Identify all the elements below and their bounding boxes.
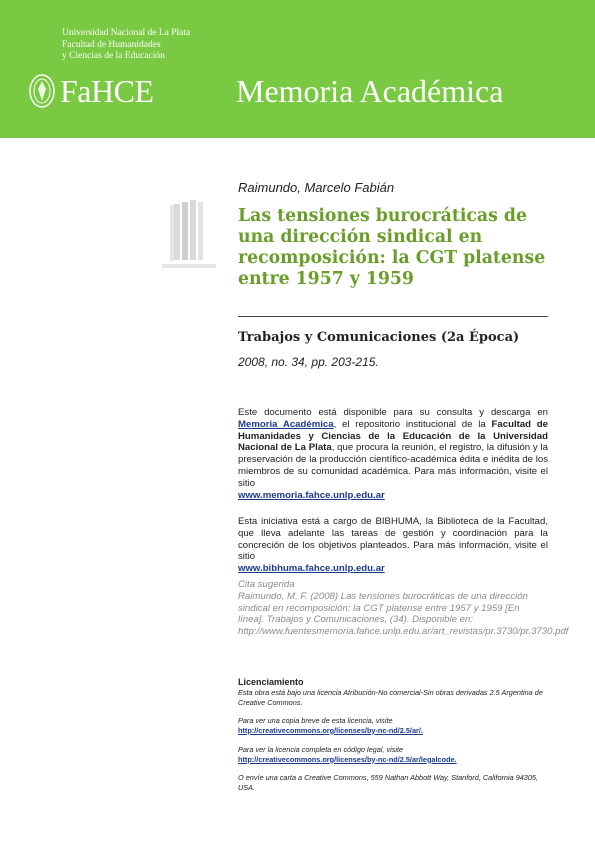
- article-title: Las tensiones burocráticas de una dirección sindical en recomposición: la CGT platense entre 1957 y 1959: [238, 206, 546, 289]
- cita-label: Cita sugerida: [238, 579, 295, 590]
- faculty-line-1: Facultad de Humanidades: [62, 39, 161, 50]
- university-line: Universidad Nacional de La Plata: [62, 28, 191, 38]
- suggested-citation: [238, 579, 569, 638]
- repository-paragraph: Este documento está disponible para su consulta y descarga en Memoria Académica, el repositorio institucional de la Facultad de Humanidades y Ciencias de la Educación de la Universidad Nacional de La Plata, que procura la reunión, el registro, la difusión y la preservación de la producción científico-académica édita e inédita de los miembros de su comunidad académica. Para más información, visite el sitio www.memoria.fahce.unlp.edu.ar: [238, 407, 548, 501]
- faculty-line-2: y Ciencias de la Educación: [62, 51, 165, 61]
- cita-text: Raimundo, M. F. (2008) Las tensiones burocráticas de una dirección sindical en recomposición: la CGT platense entre 1957 y 1959 [En línea]. Trabajos y Comunicaciones, (34). Disponible en: http://www.fuentesmemoria.fahce.unlp.edu.ar/art_revistas/pr.3730/pr.3730.pdf: [238, 590, 569, 638]
- journal-name: Trabajos y Comunicaciones (2a Época): [238, 330, 520, 345]
- license-mail-text: O envíe una carta a Creative Commons, 559 Nathan Abbott Way, Stanford, California 94305, USA.: [238, 773, 539, 792]
- issue-citation: 2008, no. 34, pp. 203-215.: [238, 355, 379, 369]
- license-short-block: Para ver una copia breve de esta licencia, visite http://creativecommons.org/licenses/by-nc-nd/2.5/ar/.: [238, 716, 423, 735]
- header-banner: [0, 0, 595, 138]
- license-full-link[interactable]: http://creativecommons.org/licenses/by-nc-nd/2.5/ar/legalcode.: [238, 754, 457, 764]
- license-text: Esta obra está bajo una licencia Atribución-No comercial-Sin obras derivadas 2.5 Argentina de Creative Commons.: [238, 688, 543, 707]
- license-short-link[interactable]: http://creativecommons.org/licenses/by-nc-nd/2.5/ar/.: [238, 725, 423, 735]
- memoria-url-link[interactable]: www.memoria.fahce.unlp.edu.ar: [238, 489, 385, 501]
- university-seal-icon: [28, 73, 56, 109]
- memoria-academica-link[interactable]: Memoria Académica: [238, 418, 334, 430]
- university-name: [62, 28, 190, 63]
- title-divider: [238, 316, 548, 317]
- license-heading: Licenciamiento: [238, 677, 304, 687]
- bibhuma-url-link[interactable]: www.bibhuma.fahce.unlp.edu.ar: [238, 563, 385, 575]
- fahce-logo-text: FaHCE: [60, 73, 154, 109]
- license-full-block: Para ver la licencia completa en código legal, visite http://creativecommons.org/licenses/by-nc-nd/2.5/ar/legalcode.: [238, 745, 457, 764]
- author-name: Raimundo, Marcelo Fabián: [238, 180, 395, 195]
- bibhuma-paragraph: Esta iniciativa está a cargo de BIBHUMA, la Biblioteca de la Facultad, que lleva adelante las tareas de gestión y coordinación para la concreción de los objetivos planteados. Para más información, visite el sitio www.bibhuma.fahce.unlp.edu.ar: [238, 516, 548, 575]
- bibhuma-logo-icon: [158, 198, 220, 274]
- repository-title: Memoria Académica: [236, 73, 504, 109]
